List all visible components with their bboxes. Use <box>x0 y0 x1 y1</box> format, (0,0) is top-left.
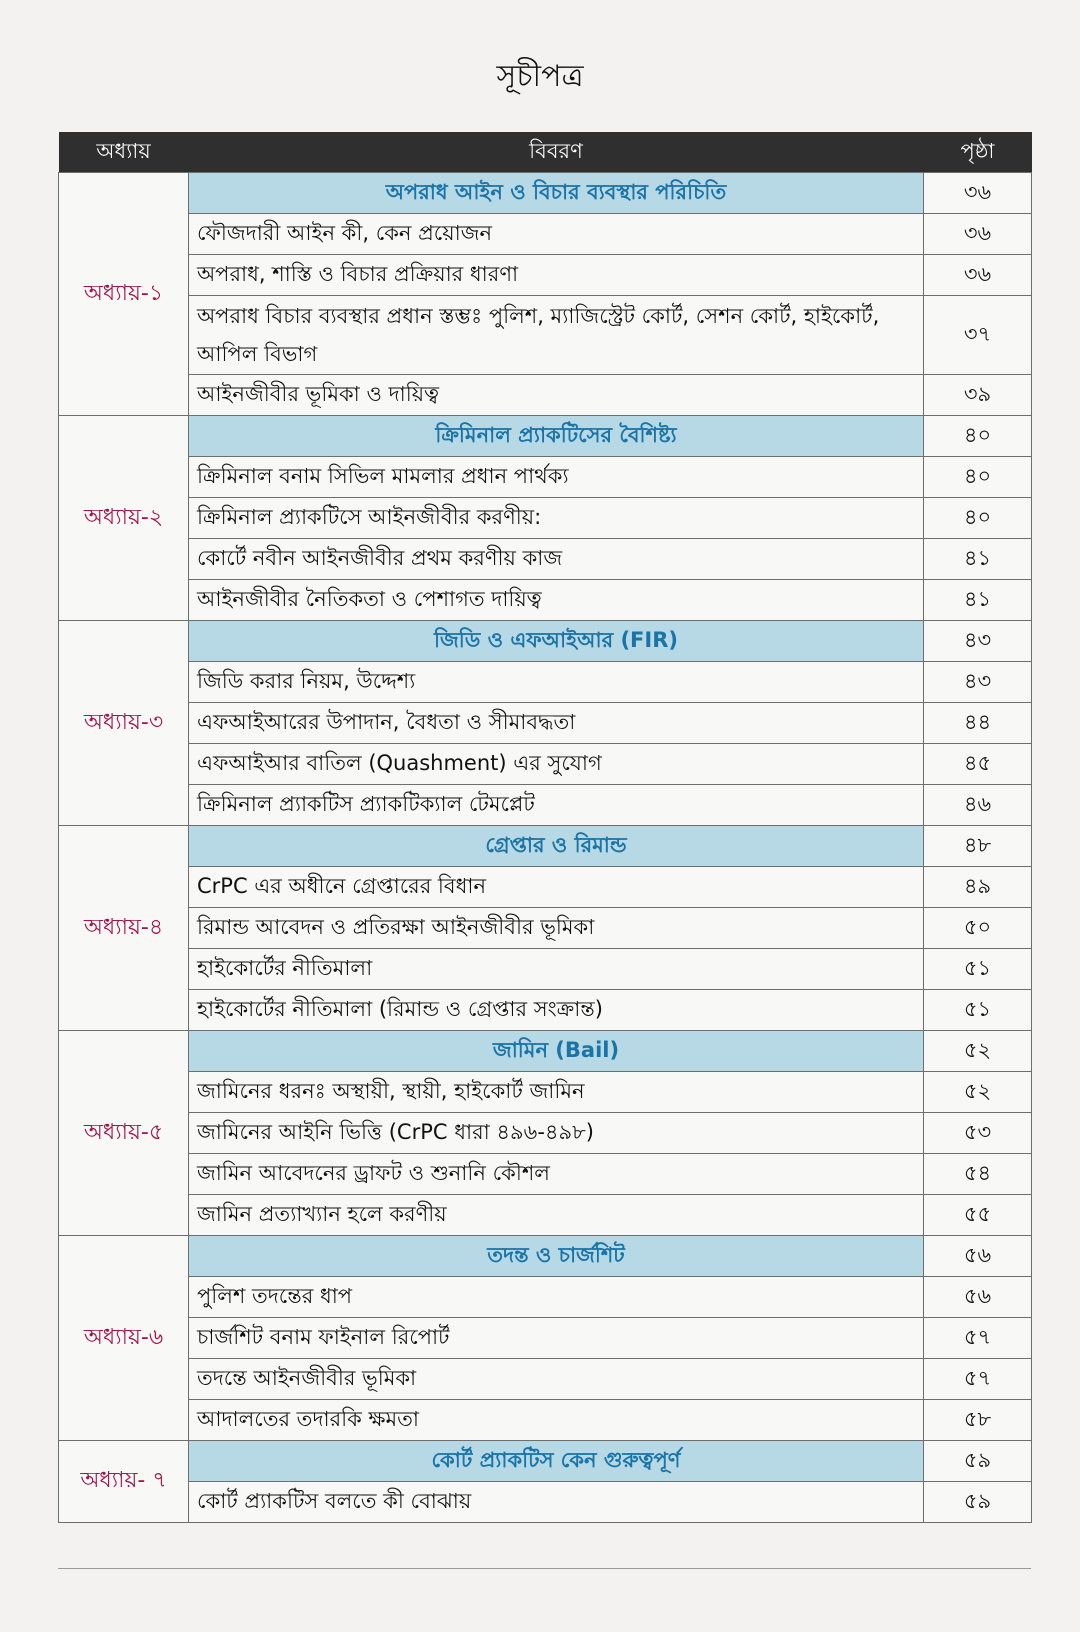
toc-row <box>59 214 1032 255</box>
toc-row <box>59 662 1032 703</box>
page-number: ৩৬ <box>924 173 1032 214</box>
entry-text: ফৌজদারী আইন কী, কেন প্রয়োজন <box>189 214 924 255</box>
entry-text: অপরাধ বিচার ব্যবস্থার প্রধান স্তম্ভঃ পুলিশ, ম্যাজিস্ট্রেট কোর্ট, সেশন কোর্ট, হাইকোর্ট, আপিল বিভাগ <box>189 296 924 375</box>
entry-text: জামিন প্রত্যাখ্যান হলে করণীয় <box>189 1195 924 1236</box>
chapter-label: অধ্যায়-২ <box>59 416 189 621</box>
entry-text: জামিন আবেদনের ড্রাফট ও শুনানি কৌশল <box>189 1154 924 1195</box>
chapter-label: অধ্যায়-৬ <box>59 1236 189 1441</box>
toc-section-heading-row <box>59 173 1032 214</box>
entry-text: হাইকোর্টের নীতিমালা <box>189 949 924 990</box>
chapter-label: অধ্যায়- ৭ <box>59 1441 189 1523</box>
entry-text: চার্জশিট বনাম ফাইনাল রিপোর্ট <box>189 1318 924 1359</box>
page-number: ৪১ <box>924 539 1032 580</box>
toc-section-heading-row <box>59 1236 1032 1277</box>
toc-row <box>59 867 1032 908</box>
page-number: ৪৪ <box>924 703 1032 744</box>
toc-section-heading-row <box>59 621 1032 662</box>
header-chapter: অধ্যায় <box>59 132 189 173</box>
header-description: বিবরণ <box>189 132 924 173</box>
page-title: সূচীপত্র <box>496 59 584 94</box>
entry-text: তদন্তে আইনজীবীর ভূমিকা <box>189 1359 924 1400</box>
toc-row <box>59 1359 1032 1400</box>
page-number: ৫৪ <box>924 1154 1032 1195</box>
chapter-label: অধ্যায়-৪ <box>59 826 189 1031</box>
entry-text: ক্রিমিনাল প্র্যাকটিস প্র্যাকটিক্যাল টেমপ্লেট <box>189 785 924 826</box>
page-number: ৫১ <box>924 949 1032 990</box>
page-number: ৪৩ <box>924 621 1032 662</box>
page-number: ৫৯ <box>924 1441 1032 1482</box>
entry-text: ক্রিমিনাল বনাম সিভিল মামলার প্রধান পার্থক্য <box>189 457 924 498</box>
section-heading: গ্রেপ্তার ও রিমান্ড <box>189 826 924 867</box>
toc-row <box>59 744 1032 785</box>
page-number: ৫০ <box>924 908 1032 949</box>
page-number: ৫৮ <box>924 1400 1032 1441</box>
page-number: ৫৩ <box>924 1113 1032 1154</box>
section-heading: অপরাধ আইন ও বিচার ব্যবস্থার পরিচিতি <box>189 173 924 214</box>
page-number: ৪০ <box>924 457 1032 498</box>
page-number: ৪৩ <box>924 662 1032 703</box>
toc-row <box>59 580 1032 621</box>
toc-row <box>59 990 1032 1031</box>
page-number: ৫৭ <box>924 1318 1032 1359</box>
section-heading: কোর্ট প্র্যাকটিস কেন গুরুত্বপূর্ণ <box>189 1441 924 1482</box>
page-number: ৩৬ <box>924 255 1032 296</box>
toc-row <box>59 1072 1032 1113</box>
toc-row <box>59 785 1032 826</box>
section-heading: তদন্ত ও চার্জশিট <box>189 1236 924 1277</box>
entry-text: আইনজীবীর ভূমিকা ও দায়িত্ব <box>189 375 924 416</box>
page-number: ৪০ <box>924 498 1032 539</box>
toc-section-heading-row <box>59 416 1032 457</box>
toc-row <box>59 457 1032 498</box>
toc-table <box>58 132 1032 1523</box>
toc-row <box>59 539 1032 580</box>
entry-text: কোর্ট প্র্যাকটিস বলতে কী বোঝায় <box>189 1482 924 1523</box>
toc-row <box>59 703 1032 744</box>
section-heading: জামিন (Bail) <box>189 1031 924 1072</box>
footer-divider <box>58 1568 1031 1569</box>
page-number: ৫৫ <box>924 1195 1032 1236</box>
page-number: ৫৯ <box>924 1482 1032 1523</box>
entry-text: আইনজীবীর নৈতিকতা ও পেশাগত দায়িত্ব <box>189 580 924 621</box>
page-number: ৫১ <box>924 990 1032 1031</box>
page-number: ৫২ <box>924 1031 1032 1072</box>
header-page: পৃষ্ঠা <box>924 132 1032 173</box>
entry-text: কোর্টে নবীন আইনজীবীর প্রথম করণীয় কাজ <box>189 539 924 580</box>
toc-row <box>59 1318 1032 1359</box>
entry-text: জামিনের ধরনঃ অস্থায়ী, স্থায়ী, হাইকোর্ট জামিন <box>189 1072 924 1113</box>
page-number: ৫৬ <box>924 1236 1032 1277</box>
chapter-label: অধ্যায়-৩ <box>59 621 189 826</box>
chapter-label: অধ্যায়-৫ <box>59 1031 189 1236</box>
entry-text: এফআইআর বাতিল (Quashment) এর সুযোগ <box>189 744 924 785</box>
chapter-label: অধ্যায়-১ <box>59 173 189 416</box>
page-number: ৫৭ <box>924 1359 1032 1400</box>
entry-text: ক্রিমিনাল প্র্যাকটিসে আইনজীবীর করণীয়: <box>189 498 924 539</box>
entry-text: জিডি করার নিয়ম, উদ্দেশ্য <box>189 662 924 703</box>
page-number: ৫৬ <box>924 1277 1032 1318</box>
entry-text: পুলিশ তদন্তের ধাপ <box>189 1277 924 1318</box>
page-number: ৪৯ <box>924 867 1032 908</box>
entry-text: অপরাধ, শাস্তি ও বিচার প্রক্রিয়ার ধারণা <box>189 255 924 296</box>
toc-row <box>59 949 1032 990</box>
toc-section-heading-row <box>59 1031 1032 1072</box>
page-number: ৩৭ <box>924 296 1032 375</box>
page-number: ৪০ <box>924 416 1032 457</box>
toc-row <box>59 1113 1032 1154</box>
toc-row <box>59 1400 1032 1441</box>
toc-section-heading-row <box>59 826 1032 867</box>
page-number: ৩৬ <box>924 214 1032 255</box>
toc-section-heading-row <box>59 1441 1032 1482</box>
toc-body <box>59 173 1032 1523</box>
entry-text: CrPC এর অধীনে গ্রেপ্তারের বিধান <box>189 867 924 908</box>
toc-row <box>59 1482 1032 1523</box>
toc-row <box>59 296 1032 375</box>
entry-text: জামিনের আইনি ভিত্তি (CrPC ধারা ৪৯৬-৪৯৮) <box>189 1113 924 1154</box>
toc-row <box>59 1195 1032 1236</box>
entry-text: রিমান্ড আবেদন ও প্রতিরক্ষা আইনজীবীর ভূমিকা <box>189 908 924 949</box>
toc-row <box>59 375 1032 416</box>
toc-header-row <box>59 132 1032 173</box>
toc-row <box>59 1277 1032 1318</box>
toc-row <box>59 1154 1032 1195</box>
section-heading: ক্রিমিনাল প্র্যাকটিসের বৈশিষ্ট্য <box>189 416 924 457</box>
page-number: ৪৮ <box>924 826 1032 867</box>
entry-text: এফআইআরের উপাদান, বৈধতা ও সীমাবদ্ধতা <box>189 703 924 744</box>
toc-row <box>59 498 1032 539</box>
page-number: ৪৫ <box>924 744 1032 785</box>
section-heading: জিডি ও এফআইআর (FIR) <box>189 621 924 662</box>
page-number: ৩৯ <box>924 375 1032 416</box>
toc-row <box>59 255 1032 296</box>
page-number: ৪৬ <box>924 785 1032 826</box>
page-number: ৫২ <box>924 1072 1032 1113</box>
page-number: ৪১ <box>924 580 1032 621</box>
toc-row <box>59 908 1032 949</box>
entry-text: আদালতের তদারকি ক্ষমতা <box>189 1400 924 1441</box>
entry-text: হাইকোর্টের নীতিমালা (রিমান্ড ও গ্রেপ্তার সংক্রান্ত) <box>189 990 924 1031</box>
